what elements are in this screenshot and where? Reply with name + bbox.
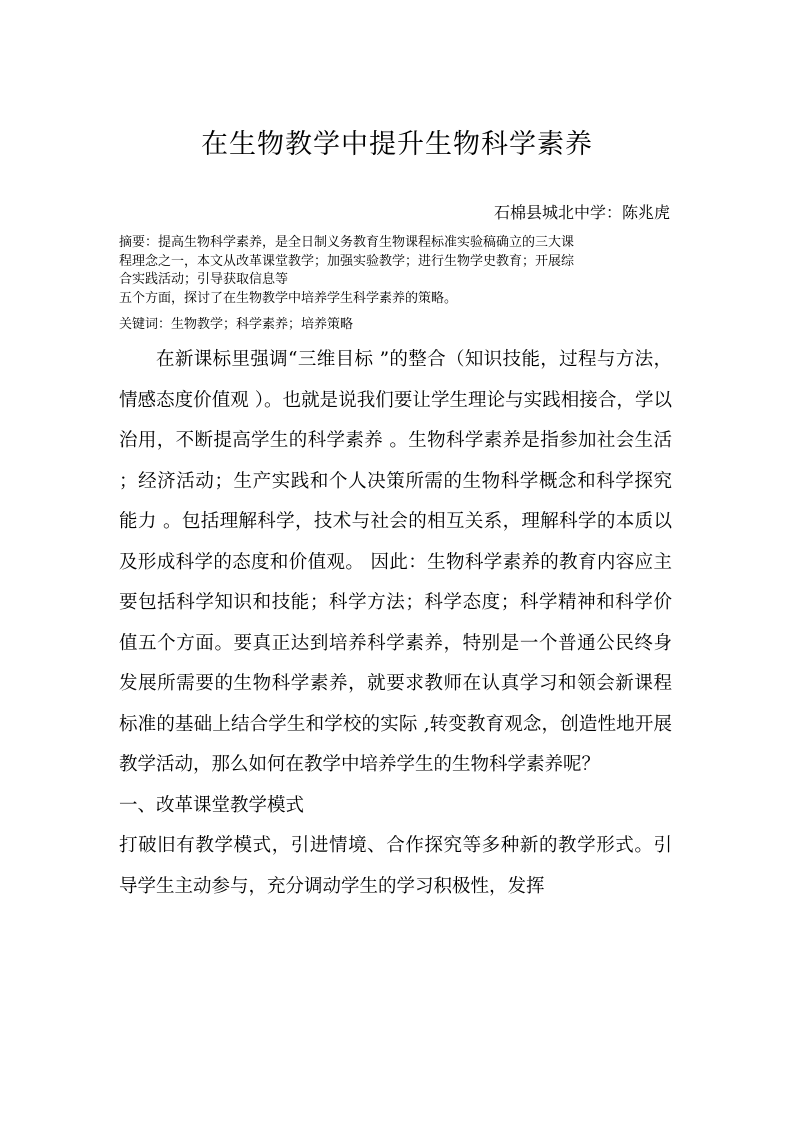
keywords: 关键词：生物教学；科学素养；培养策略 — [119, 317, 354, 332]
body-paragraph: 在新课标里强调“三维目标 ”的整合（知识技能，过程与方法，情感态度价值观 ）。也就是说我们要让学生理论与实践相接合，学以治用，不断提高学生的科学素养 。生物科学素养是指参加社会生活 ；经济活动；生产实践和个人决策所需的生物科学概念和科学探究能力 。包括理解科学，技术与社会的相互关系，理解科学的本质以及形成科学的态度和价值观。 因此：生物科学素养的教育内容应主要包括科学知识和技能；科学方法；科学态度；科学精神和科学价值五个方面。要真正达到培养科学素养，特别是一个普通公民终身发展所需要的生物科学素养，就要求教师在认真学习和领会新课程标准的基础上结合学生和学校的实际 ,转变教育观念，创造性地开展教学活动，那么如何在教学中培养学生的生物科学素养呢？ — [119, 349, 672, 775]
abstract-line: 摘要：提高生物科学素养，是全日制义务教育生物课程标准实验稿确立的三大课 — [119, 235, 575, 250]
document-title: 在生物教学中提升生物科学素养 — [201, 129, 593, 160]
abstract-line: 程理念之一，本文从改革课堂教学；加强实验教学；进行生物学史教育；开展综 — [119, 253, 575, 269]
section-heading: 一、改革课堂教学模式 — [119, 794, 305, 816]
body-paragraph: 打破旧有教学模式，引进情境、合作探究等多种新的教学形式。引导学生主动参与，充分调动学生的学习积极性，发挥 — [119, 835, 672, 897]
abstract-line: 五个方面，探讨了在生物教学中培养学生科学素养的策略。 — [119, 290, 458, 306]
abstract-line: 合实践活动；引导获取信息等 — [119, 272, 289, 287]
abstract — [119, 234, 679, 308]
author-line: 石棉县城北中学：陈兆虎 — [493, 203, 670, 222]
body-text — [119, 340, 672, 907]
